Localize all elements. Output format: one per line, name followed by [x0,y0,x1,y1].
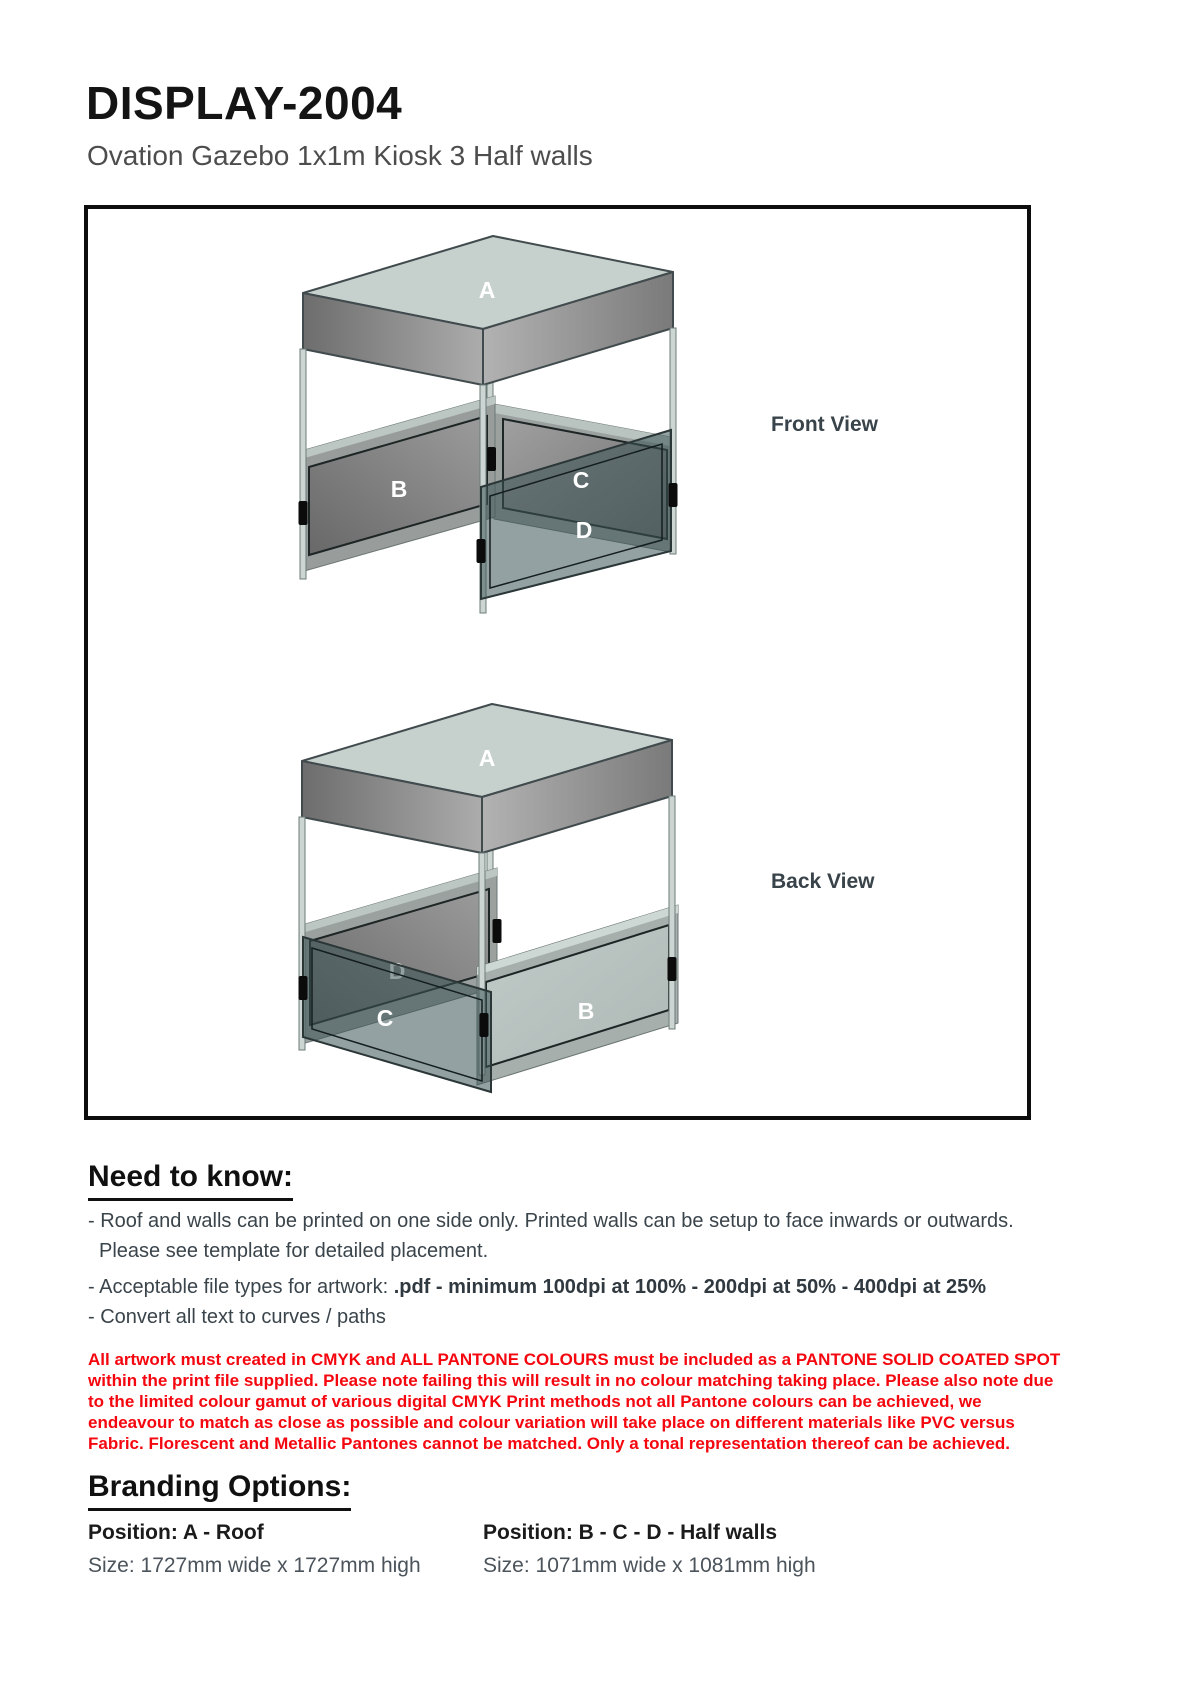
clip-icon [477,539,486,563]
clip-icon [668,957,677,981]
warning-line: to the limited colour gamut of various digital CMYK Print methods not all Pantone colours can be achieved, we [88,1392,982,1411]
clip-icon [669,483,678,507]
kiosk-diagram-svg [88,209,1027,1116]
back-view-caption: Back View [771,870,875,893]
back-view-kiosk [299,704,679,1092]
clip-icon [480,1013,489,1037]
bullet-file-types-prefix: - Acceptable file types for artwork: [88,1276,394,1298]
size-roof-label: Size: 1727mm wide x 1727mm high [88,1554,421,1577]
bullet-curves: - Convert all text to curves / paths [88,1306,386,1328]
page-subtitle: Ovation Gazebo 1x1m Kiosk 3 Half walls [87,140,593,171]
front-view-caption: Front View [771,413,878,436]
bullet-print-sides-cont: Please see template for detailed placement. [99,1240,489,1262]
back-right-pole [669,796,675,1029]
branding-column-walls [483,1521,816,1578]
front-view-kiosk [299,236,678,613]
warning-line: All artwork must created in CMYK and ALL PANTONE COLOURS must be included as a PANTONE SOLID COATED SPOT [88,1350,1061,1369]
warning-line: within the print file supplied. Please note failing this will result in no colour matching taking place. Please also note due [88,1371,1054,1390]
clip-icon [493,919,502,943]
front-label-c: C [572,467,590,493]
position-roof-label: Position: A - Roof [88,1521,264,1544]
front-left-pole [300,349,306,579]
back-label-c: C [376,1005,394,1031]
branding-column-roof [88,1521,421,1578]
front-label-d: D [575,517,593,543]
clip-icon [487,447,496,471]
size-walls-label: Size: 1071mm wide x 1081mm high [483,1554,816,1577]
diagram-box [84,205,1031,1120]
warning-line: Fabric. Florescent and Metallic Pantones cannot be matched. Only a tonal representation thereof can be achieved. [88,1434,1011,1453]
back-label-b: B [577,998,595,1024]
clip-icon [299,501,308,525]
branding-options-heading: Branding Options: [88,1470,351,1511]
need-to-know-heading: Need to know: [88,1160,293,1201]
clip-icon [299,976,308,1000]
front-label-b: B [390,476,408,502]
pantone-warning [88,1349,1060,1454]
bullet-print-sides: - Roof and walls can be printed on one side only. Printed walls can be setup to face inwards or outwards. [88,1210,1014,1232]
warning-line: endeavour to match as close as possible and colour variation will take place on different materials like PVC versus [88,1413,1015,1432]
bullet-file-types-specs: .pdf - minimum 100dpi at 100% - 200dpi at 50% - 400dpi at 25% [393,1276,987,1298]
back-label-a: A [478,745,496,771]
position-walls-label: Position: B - C - D - Half walls [483,1521,778,1544]
bullet-file-types [88,1276,986,1299]
page-title: DISPLAY-2004 [86,77,403,129]
front-label-a: A [478,277,496,303]
